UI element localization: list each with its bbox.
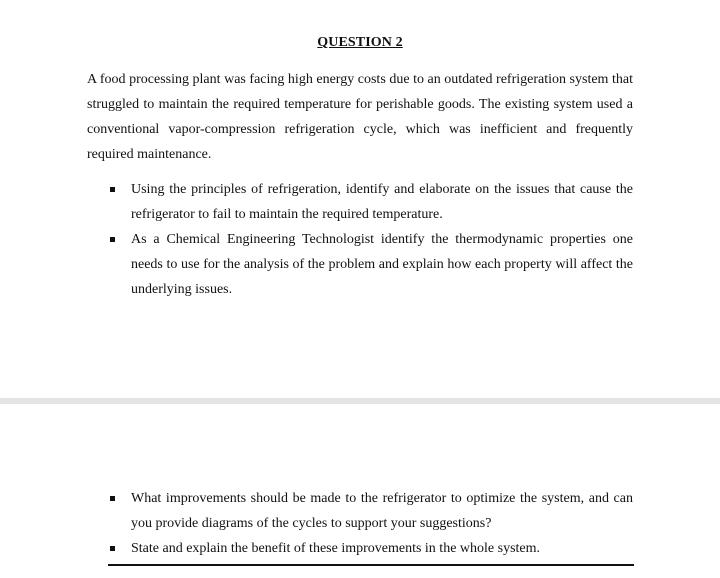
square-bullet-icon xyxy=(110,496,115,501)
bullet-list-page-1 xyxy=(110,177,633,302)
bullet-item xyxy=(110,227,633,302)
bullet-item xyxy=(110,486,633,536)
square-bullet-icon xyxy=(110,187,115,192)
horizontal-rule xyxy=(108,564,634,566)
bullet-text: What improvements should be made to the refrigerator to optimize the system, and can you provide diagrams of the cycles to support your suggestions? xyxy=(131,491,633,531)
question-title: QUESTION 2 xyxy=(317,35,403,50)
square-bullet-icon xyxy=(110,237,115,242)
bullet-item xyxy=(110,536,633,561)
square-bullet-icon xyxy=(110,546,115,551)
bullet-text: Using the principles of refrigeration, identify and elaborate on the issues that cause the refrigerator to fail to maintain the required temperature. xyxy=(131,182,633,222)
intro-paragraph: A food processing plant was facing high energy costs due to an outdated refrigeration system that struggled to maintain the required temperature for perishable goods. The existing system used a conventional vapor-compression refrigeration cycle, which was inefficient and frequently required maintenance. xyxy=(87,72,633,162)
bullet-text: As a Chemical Engineering Technologist identify the thermodynamic properties one needs to use for the analysis of the problem and explain how each property will affect the underlying issues. xyxy=(131,232,633,297)
document-page-2 xyxy=(0,404,720,578)
bullet-text: State and explain the benefit of these improvements in the whole system. xyxy=(131,541,541,556)
bullet-list-page-2 xyxy=(110,486,633,561)
bullet-item xyxy=(110,177,633,227)
